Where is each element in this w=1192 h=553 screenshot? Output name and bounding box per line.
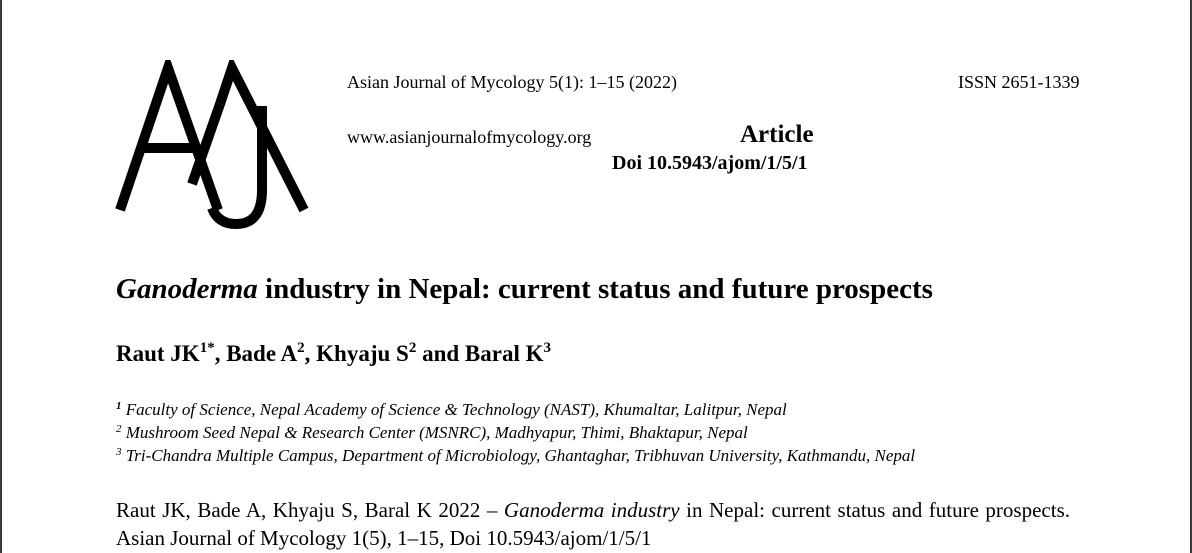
affiliation-3 bbox=[116, 446, 915, 466]
citation-prefix: Raut JK, Bade A, Khyaju S, Baral K 2022 – bbox=[116, 498, 504, 522]
author-separator: and bbox=[416, 341, 465, 366]
citation-suffix: in Nepal: current status and future prospects. Asian Journal of Mycology 1(5), 1–15, Doi 10.5943/ajom/1/5/1 bbox=[116, 498, 1070, 550]
author-name: Bade A bbox=[226, 341, 298, 366]
journal-logo bbox=[112, 60, 312, 232]
author-separator: , bbox=[304, 341, 317, 366]
affiliation-number: 3 bbox=[116, 446, 122, 458]
suggested-citation bbox=[116, 496, 1070, 552]
affiliation-2 bbox=[116, 423, 748, 443]
affiliation-text: Tri-Chandra Multiple Campus, Department of Microbiology, Ghantaghar, Tribhuvan University, Kathmandu, Nepal bbox=[125, 446, 916, 465]
journal-website[interactable]: www.asianjournalofmycology.org bbox=[347, 127, 592, 147]
issn: ISSN 2651-1339 bbox=[958, 72, 1080, 92]
doi[interactable]: Doi 10.5943/ajom/1/5/1 bbox=[612, 152, 808, 174]
paper-title bbox=[116, 273, 933, 306]
journal-citation-header: Asian Journal of Mycology 5(1): 1–15 (2022) bbox=[347, 72, 677, 92]
author-separator: , bbox=[214, 341, 227, 366]
author-affiliation-mark: 2 bbox=[408, 340, 417, 356]
author-name: Raut JK bbox=[116, 341, 200, 366]
affiliation-1 bbox=[116, 400, 787, 420]
author-list bbox=[116, 341, 551, 367]
author-name: Baral K bbox=[464, 341, 544, 366]
affiliation-number: 2 bbox=[116, 423, 122, 435]
author-name: Khyaju S bbox=[316, 341, 409, 366]
affiliation-text: Mushroom Seed Nepal & Research Center (MSNRC), Madhyapur, Thimi, Bhaktapur, Nepal bbox=[125, 423, 748, 442]
affiliation-number: 1 bbox=[116, 400, 122, 412]
affiliation-text: Faculty of Science, Nepal Academy of Science & Technology (NAST), Khumaltar, Lalitpur, Nepal bbox=[125, 400, 787, 419]
article-type: Article bbox=[740, 121, 814, 148]
title-genus: Ganoderma bbox=[116, 273, 258, 305]
page-border-left bbox=[0, 0, 2, 553]
author-affiliation-mark: 3 bbox=[543, 340, 552, 356]
title-rest: industry in Nepal: current status and future prospects bbox=[257, 273, 933, 305]
citation-italic: Ganoderma industry bbox=[503, 498, 680, 522]
author-affiliation-mark: 2 bbox=[297, 340, 305, 356]
author-affiliation-mark: 1* bbox=[199, 340, 215, 356]
